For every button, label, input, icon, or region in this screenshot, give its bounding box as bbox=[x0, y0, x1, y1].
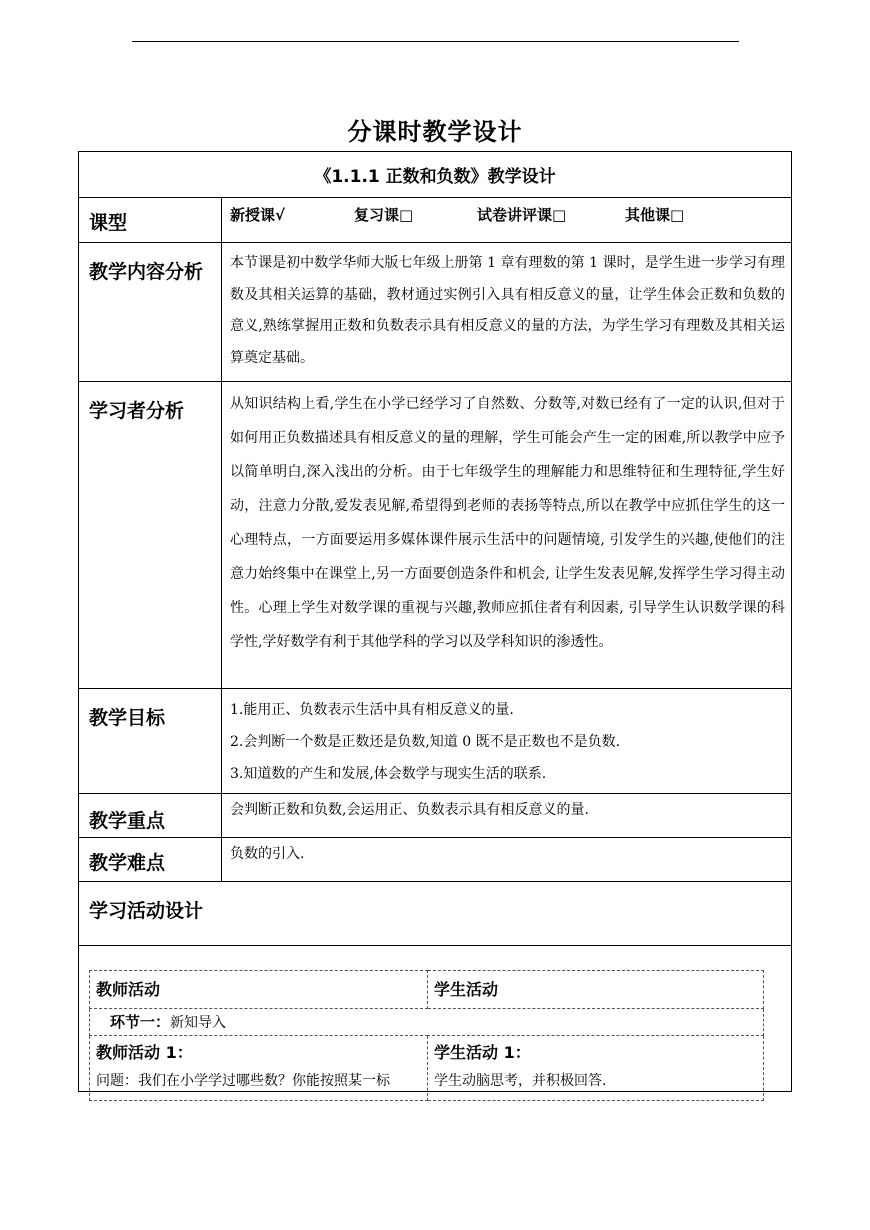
course-type-option-new: 新授课√ bbox=[230, 206, 286, 224]
student-activity-title: 学生活动 1： bbox=[434, 1043, 531, 1062]
key-points-row bbox=[79, 794, 792, 838]
goal-item: 2.会判断一个数是正数还是负数,知道 0 既不是正数也不是负数. bbox=[230, 734, 621, 750]
learner-analysis-row bbox=[79, 382, 792, 689]
activity-design-label: 学习活动设计 bbox=[79, 882, 792, 946]
content-analysis-label: 教学内容分析 bbox=[79, 243, 222, 382]
key-points-label: 教学重点 bbox=[79, 794, 222, 838]
goals-row bbox=[79, 689, 792, 794]
segment-row bbox=[90, 1009, 764, 1036]
goals-list bbox=[222, 689, 792, 794]
course-type-option-other: 其他课□ bbox=[625, 206, 685, 224]
page-title: 分课时教学设计 bbox=[347, 118, 523, 146]
goals-label: 教学目标 bbox=[79, 689, 222, 794]
student-activity-1 bbox=[428, 1036, 764, 1101]
course-type-row bbox=[79, 198, 792, 243]
goal-item: 3.知道数的产生和发展,体会数学与现实生活的联系. bbox=[230, 766, 547, 782]
course-type-option-review: 复习课□ bbox=[354, 206, 414, 224]
segment-label: 环节一： bbox=[110, 1013, 171, 1031]
lesson-title: 《1.1.1 正数和负数》教学设计 bbox=[79, 152, 792, 198]
teacher-activity-title: 教师活动 1： bbox=[96, 1043, 193, 1062]
course-type-options bbox=[222, 198, 792, 243]
student-activity-header: 学生活动 bbox=[428, 971, 764, 1009]
goal-item: 1.能用正、负数表示生活中具有相反意义的量. bbox=[230, 702, 514, 718]
key-points-text: 会判断正数和负数,会运用正、负数表示具有相反意义的量. bbox=[222, 794, 792, 838]
lesson-plan-table bbox=[78, 151, 792, 1092]
header-rule bbox=[132, 41, 739, 42]
learner-analysis-text: 从知识结构上看,学生在小学已经学习了自然数、分数等,对数已经有了一定的认识,但对于如何用正负数描述具有相反意义的量的理解，学生可能会产生一定的困难,所以教学中应予以简单明白,深入浅出的分析。由于七年级学生的理解能力和思维特征和生理特征,学生好动，注意力分散,爱发表见解,希望得到老师的表扬等特点,所以在教学中应抓住学生的这一心理特点，一方面要运用多媒体课件展示生活中的问题情境, 引发学生的兴趣,使他们的注意力始终集中在课堂上,另一方面要创造条件和机会, 让学生发表见解,发挥学生学习得主动性。心理上学生对数学课的重视与兴趣,教师应抓住者有利因素, 引导学生认识数学课的科学性,学好数学有利于其他学科的学习以及学科知识的渗透性。 bbox=[222, 382, 792, 689]
activity-design-container bbox=[79, 946, 792, 1092]
activity-table bbox=[89, 970, 764, 1101]
content-analysis-row bbox=[79, 243, 792, 382]
content-analysis-text: 本节课是初中数学华师大版七年级上册第 1 章有理数的第 1 课时，是学生进一步学习有理数及其相关运算的基础，教材通过实例引入具有相反意义的量，让学生体会正数和负数的意义,熟练掌握用正数和负数表示具有相反意义的量的方法，为学生学习有理数及其相关运算奠定基础。 bbox=[222, 243, 792, 382]
segment-text: 新知导入 bbox=[170, 1015, 227, 1031]
student-activity-text: 学生动脑思考，并积极回答. bbox=[434, 1073, 607, 1089]
difficulties-row bbox=[79, 838, 792, 882]
course-type-option-exam-review: 试卷讲评课□ bbox=[477, 206, 567, 224]
teacher-activity-header: 教师活动 bbox=[90, 971, 428, 1009]
difficulties-text: 负数的引入. bbox=[222, 838, 792, 882]
learner-analysis-label: 学习者分析 bbox=[79, 382, 222, 689]
course-type-label: 课型 bbox=[79, 198, 222, 243]
teacher-activity-text: 问题：我们在小学学过哪些数？你能按照某一标 bbox=[96, 1073, 390, 1089]
difficulties-label: 教学难点 bbox=[79, 838, 222, 882]
teacher-activity-1 bbox=[90, 1036, 428, 1101]
